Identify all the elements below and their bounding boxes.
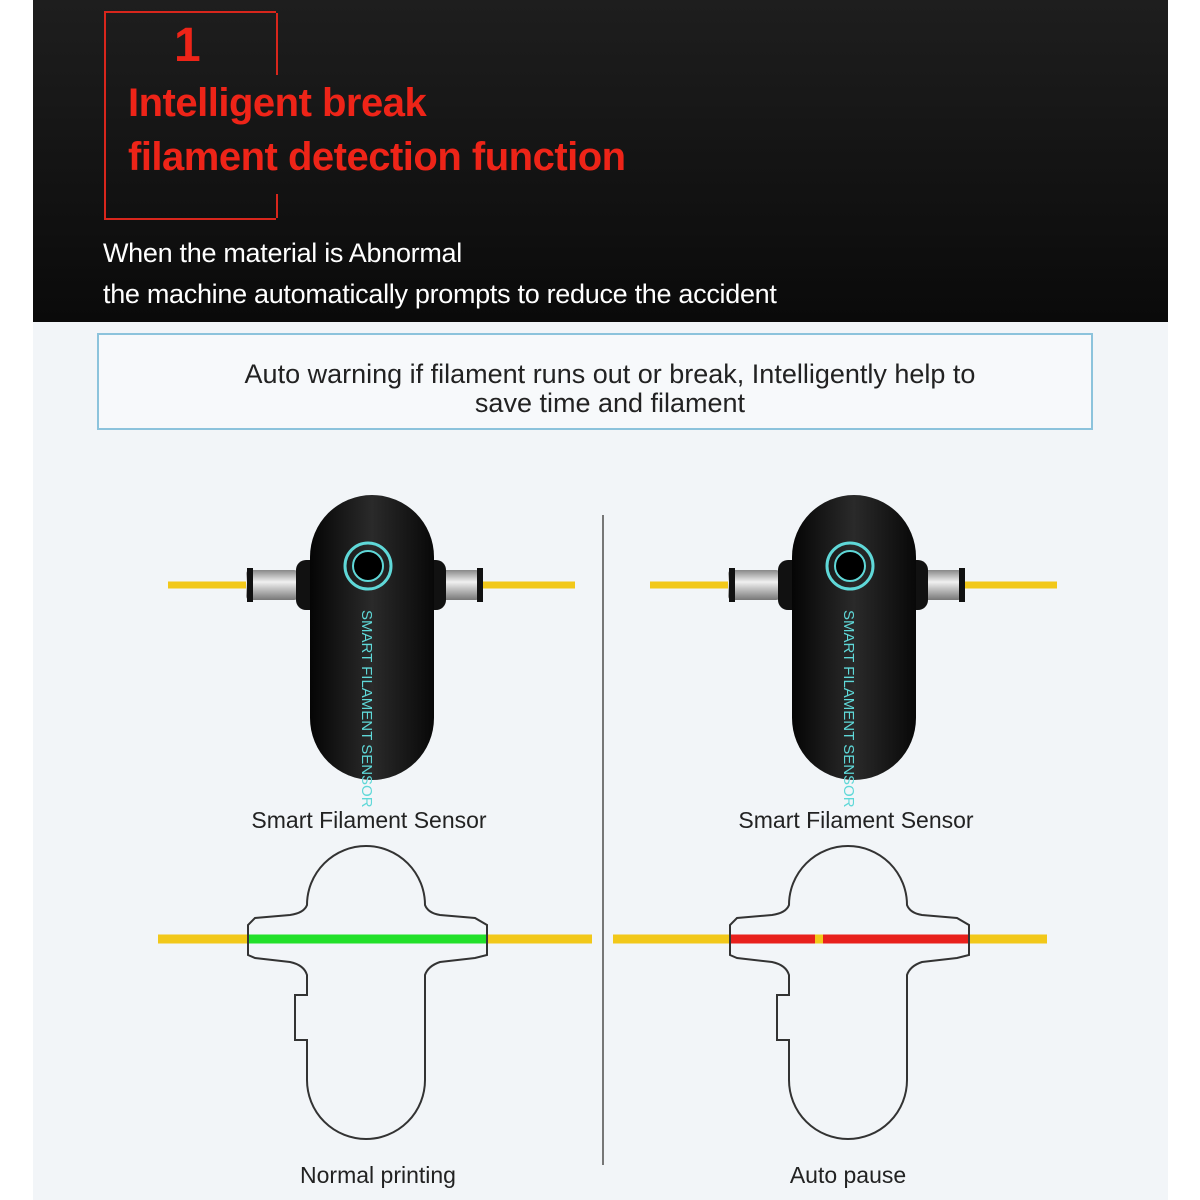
state-caption-pause: Auto pause xyxy=(789,1162,907,1188)
subtitle-line-1: When the material is Abnormal xyxy=(103,238,462,268)
title-line-2: filament detection function xyxy=(128,135,626,179)
sensor-outline-diagram xyxy=(248,846,487,1139)
device-caption: Smart Filament Sensor xyxy=(738,807,974,833)
subtitle-line-2: the machine automatically prompts to reduce the accident xyxy=(103,279,777,309)
title-line-1: Intelligent break xyxy=(128,81,427,125)
section-number: 1 xyxy=(174,19,201,72)
banner-line-2: save time and filament xyxy=(474,388,746,418)
device-text: SMART FILAMENT SENSOR xyxy=(358,610,375,808)
state-caption-normal: Normal printing xyxy=(300,1162,456,1188)
device-text: SMART FILAMENT SENSOR xyxy=(840,610,857,808)
sensor-outline-diagram xyxy=(730,846,969,1139)
banner-line-1: Auto warning if filament runs out or break, Intelligently help to xyxy=(244,359,976,389)
device-caption: Smart Filament Sensor xyxy=(251,807,487,833)
